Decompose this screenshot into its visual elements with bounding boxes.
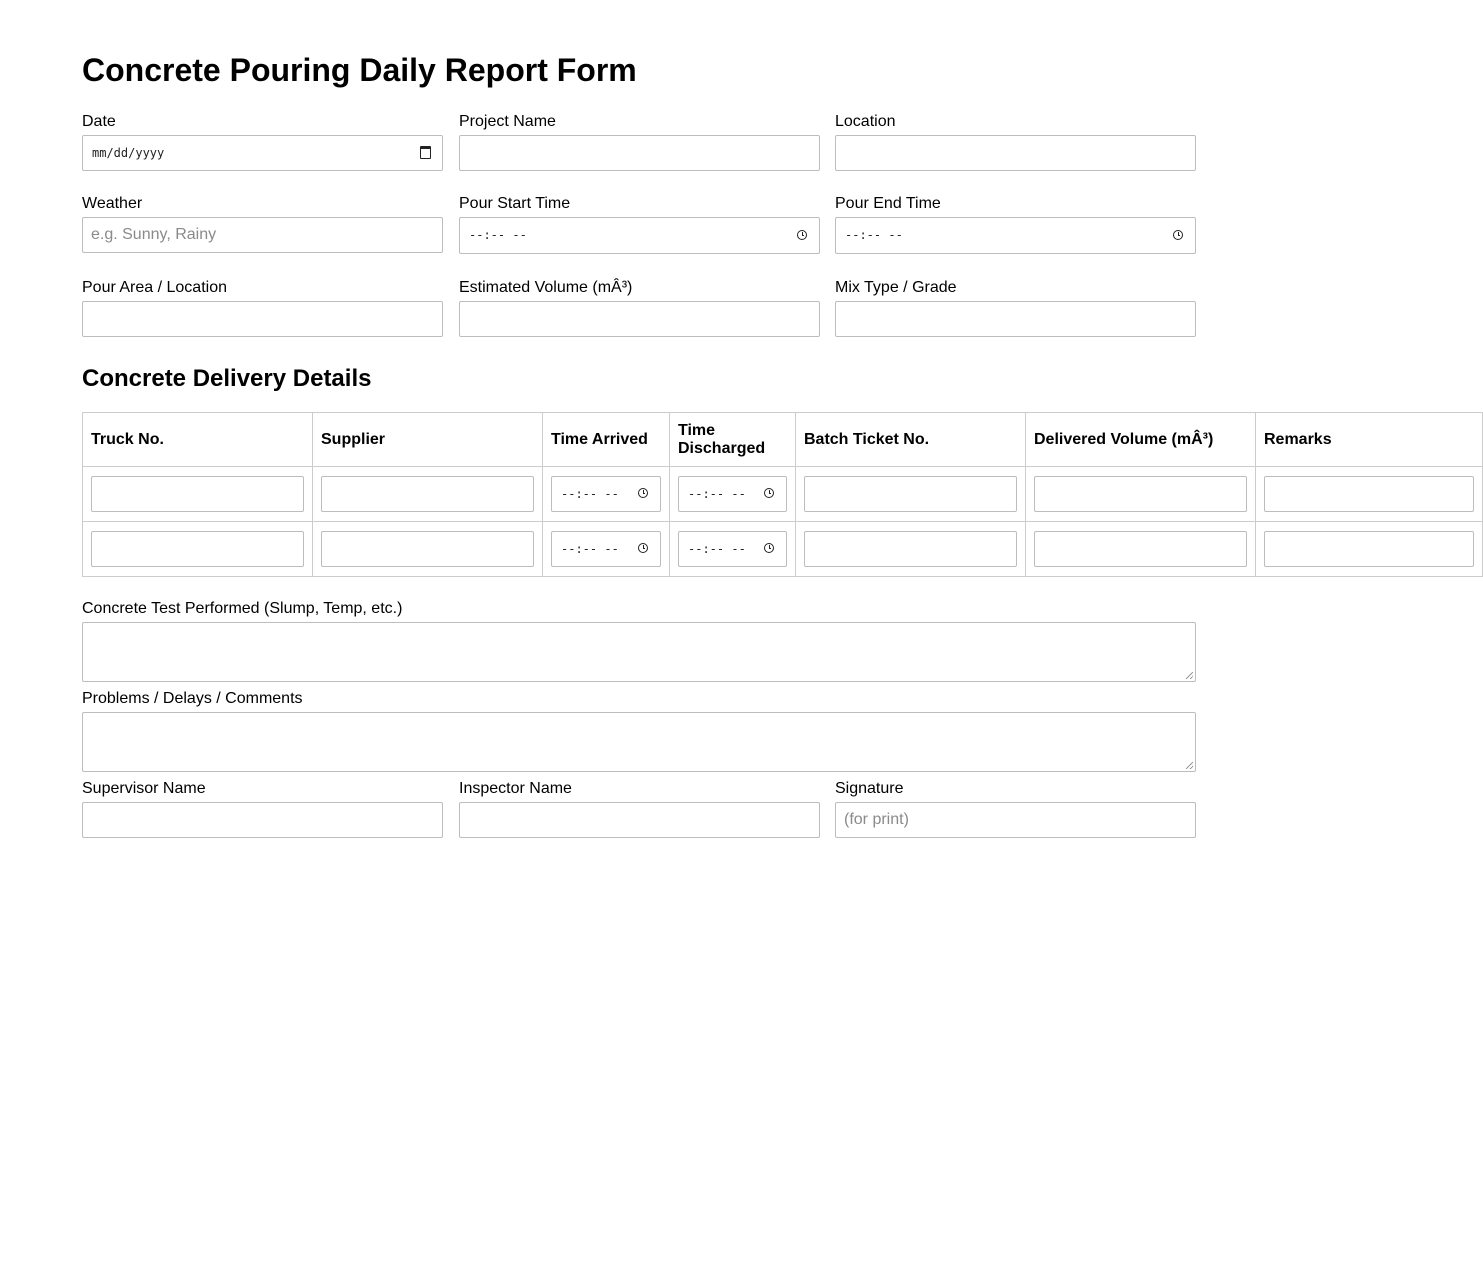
signature-input[interactable]: [835, 802, 1196, 838]
cell: [1026, 522, 1256, 577]
col-batch-ticket: Batch Ticket No.: [796, 413, 1026, 467]
location-input[interactable]: [835, 135, 1196, 171]
weather-placeholder: e.g. Sunny, Rainy: [91, 226, 217, 243]
delivered-volume-input[interactable]: [1034, 531, 1247, 567]
cell: [1026, 467, 1256, 522]
problems-textarea[interactable]: [82, 712, 1196, 772]
truck-no-input[interactable]: [91, 476, 304, 512]
supervisor-field-group: [82, 780, 443, 798]
batch-ticket-input[interactable]: [804, 476, 1017, 512]
col-supplier: Supplier: [313, 413, 543, 467]
col-remarks: Remarks: [1256, 413, 1483, 467]
pour-start-label: Pour Start Time: [459, 195, 571, 212]
resize-grip-icon[interactable]: [1186, 762, 1193, 769]
delivery-table-container[interactable]: [82, 412, 1332, 577]
remarks-input[interactable]: [1264, 476, 1474, 512]
pour-area-field-group: [82, 279, 443, 297]
cell: [543, 522, 670, 577]
supervisor-label: Supervisor Name: [82, 780, 206, 797]
supplier-input[interactable]: [321, 476, 534, 512]
cell: [796, 467, 1026, 522]
est-volume-field-group: [459, 279, 820, 297]
truck-no-input[interactable]: [91, 531, 304, 567]
project-name-field-group: [459, 113, 820, 131]
project-name-label: Project Name: [459, 113, 556, 130]
supplier-input[interactable]: [321, 531, 534, 567]
mix-type-input[interactable]: [835, 301, 1196, 337]
batch-ticket-input[interactable]: [804, 531, 1017, 567]
tests-label: Concrete Test Performed (Slump, Temp, etc.): [82, 600, 403, 617]
cell: [1256, 522, 1483, 577]
table-row: [83, 522, 1483, 577]
resize-grip-icon[interactable]: [1186, 672, 1193, 679]
mix-type-field-group: [835, 279, 1196, 297]
cell: [1256, 467, 1483, 522]
remarks-input[interactable]: [1264, 531, 1474, 567]
cell: [543, 467, 670, 522]
weather-label: Weather: [82, 195, 143, 212]
signature-placeholder: (for print): [844, 811, 909, 828]
pour-start-time-input[interactable]: [459, 217, 820, 254]
pour-end-field-group: [835, 195, 1196, 242]
time-placeholder: --:-- --: [561, 542, 619, 556]
est-volume-label: Estimated Volume (mÂ³): [459, 279, 633, 296]
page-title: Concrete Pouring Daily Report Form: [82, 52, 637, 88]
pour-end-label: Pour End Time: [835, 195, 941, 212]
date-label: Date: [82, 113, 116, 130]
col-truck-no: Truck No.: [83, 413, 313, 467]
signature-field-group: [835, 780, 1196, 828]
pour-end-time-input[interactable]: [835, 217, 1196, 254]
time-discharged-input[interactable]: [678, 476, 787, 512]
col-delivered-volume: Delivered Volume (mÂ³): [1026, 413, 1256, 467]
delivery-header-row: [83, 413, 1483, 467]
table-row: [83, 467, 1483, 522]
cell: [83, 467, 313, 522]
clock-icon[interactable]: [638, 543, 648, 553]
time-arrived-input[interactable]: [551, 476, 661, 512]
clock-icon[interactable]: [638, 488, 648, 498]
date-field-group: [82, 113, 443, 160]
weather-field-group: [82, 195, 443, 243]
pour-area-input[interactable]: [82, 301, 443, 337]
time-placeholder: --:-- --: [688, 487, 746, 501]
time-placeholder: --:-- --: [688, 542, 746, 556]
cell: [83, 522, 313, 577]
time-discharged-input[interactable]: [678, 531, 787, 567]
project-name-input[interactable]: [459, 135, 820, 171]
date-input[interactable]: [82, 135, 443, 171]
col-time-discharged: Time Discharged: [670, 413, 796, 467]
clock-icon[interactable]: [797, 230, 807, 240]
delivery-heading: Concrete Delivery Details: [82, 365, 372, 392]
date-placeholder: mm/dd/yyyy: [92, 146, 165, 160]
delivered-volume-input[interactable]: [1034, 476, 1247, 512]
clock-icon[interactable]: [764, 543, 774, 553]
location-field-group: [835, 113, 1196, 131]
clock-icon[interactable]: [1173, 230, 1183, 240]
problems-label: Problems / Delays / Comments: [82, 690, 303, 707]
delivery-table: [82, 412, 1483, 577]
weather-input[interactable]: [82, 217, 443, 253]
time-arrived-input[interactable]: [551, 531, 661, 567]
cell: [313, 467, 543, 522]
mix-type-label: Mix Type / Grade: [835, 279, 957, 296]
cell: [670, 467, 796, 522]
clock-icon[interactable]: [764, 488, 774, 498]
supervisor-name-input[interactable]: [82, 802, 443, 838]
col-time-arrived: Time Arrived: [543, 413, 670, 467]
pour-area-label: Pour Area / Location: [82, 279, 227, 296]
calendar-icon[interactable]: [420, 146, 431, 159]
pour-end-placeholder: --:-- --: [845, 228, 903, 242]
location-label: Location: [835, 113, 896, 130]
inspector-label: Inspector Name: [459, 780, 572, 797]
pour-start-placeholder: --:-- --: [469, 228, 527, 242]
signature-label: Signature: [835, 780, 904, 797]
pour-start-field-group: [459, 195, 820, 242]
cell: [313, 522, 543, 577]
cell: [670, 522, 796, 577]
time-placeholder: --:-- --: [561, 487, 619, 501]
inspector-field-group: [459, 780, 820, 798]
inspector-name-input[interactable]: [459, 802, 820, 838]
tests-textarea[interactable]: [82, 622, 1196, 682]
cell: [796, 522, 1026, 577]
est-volume-input[interactable]: [459, 301, 820, 337]
